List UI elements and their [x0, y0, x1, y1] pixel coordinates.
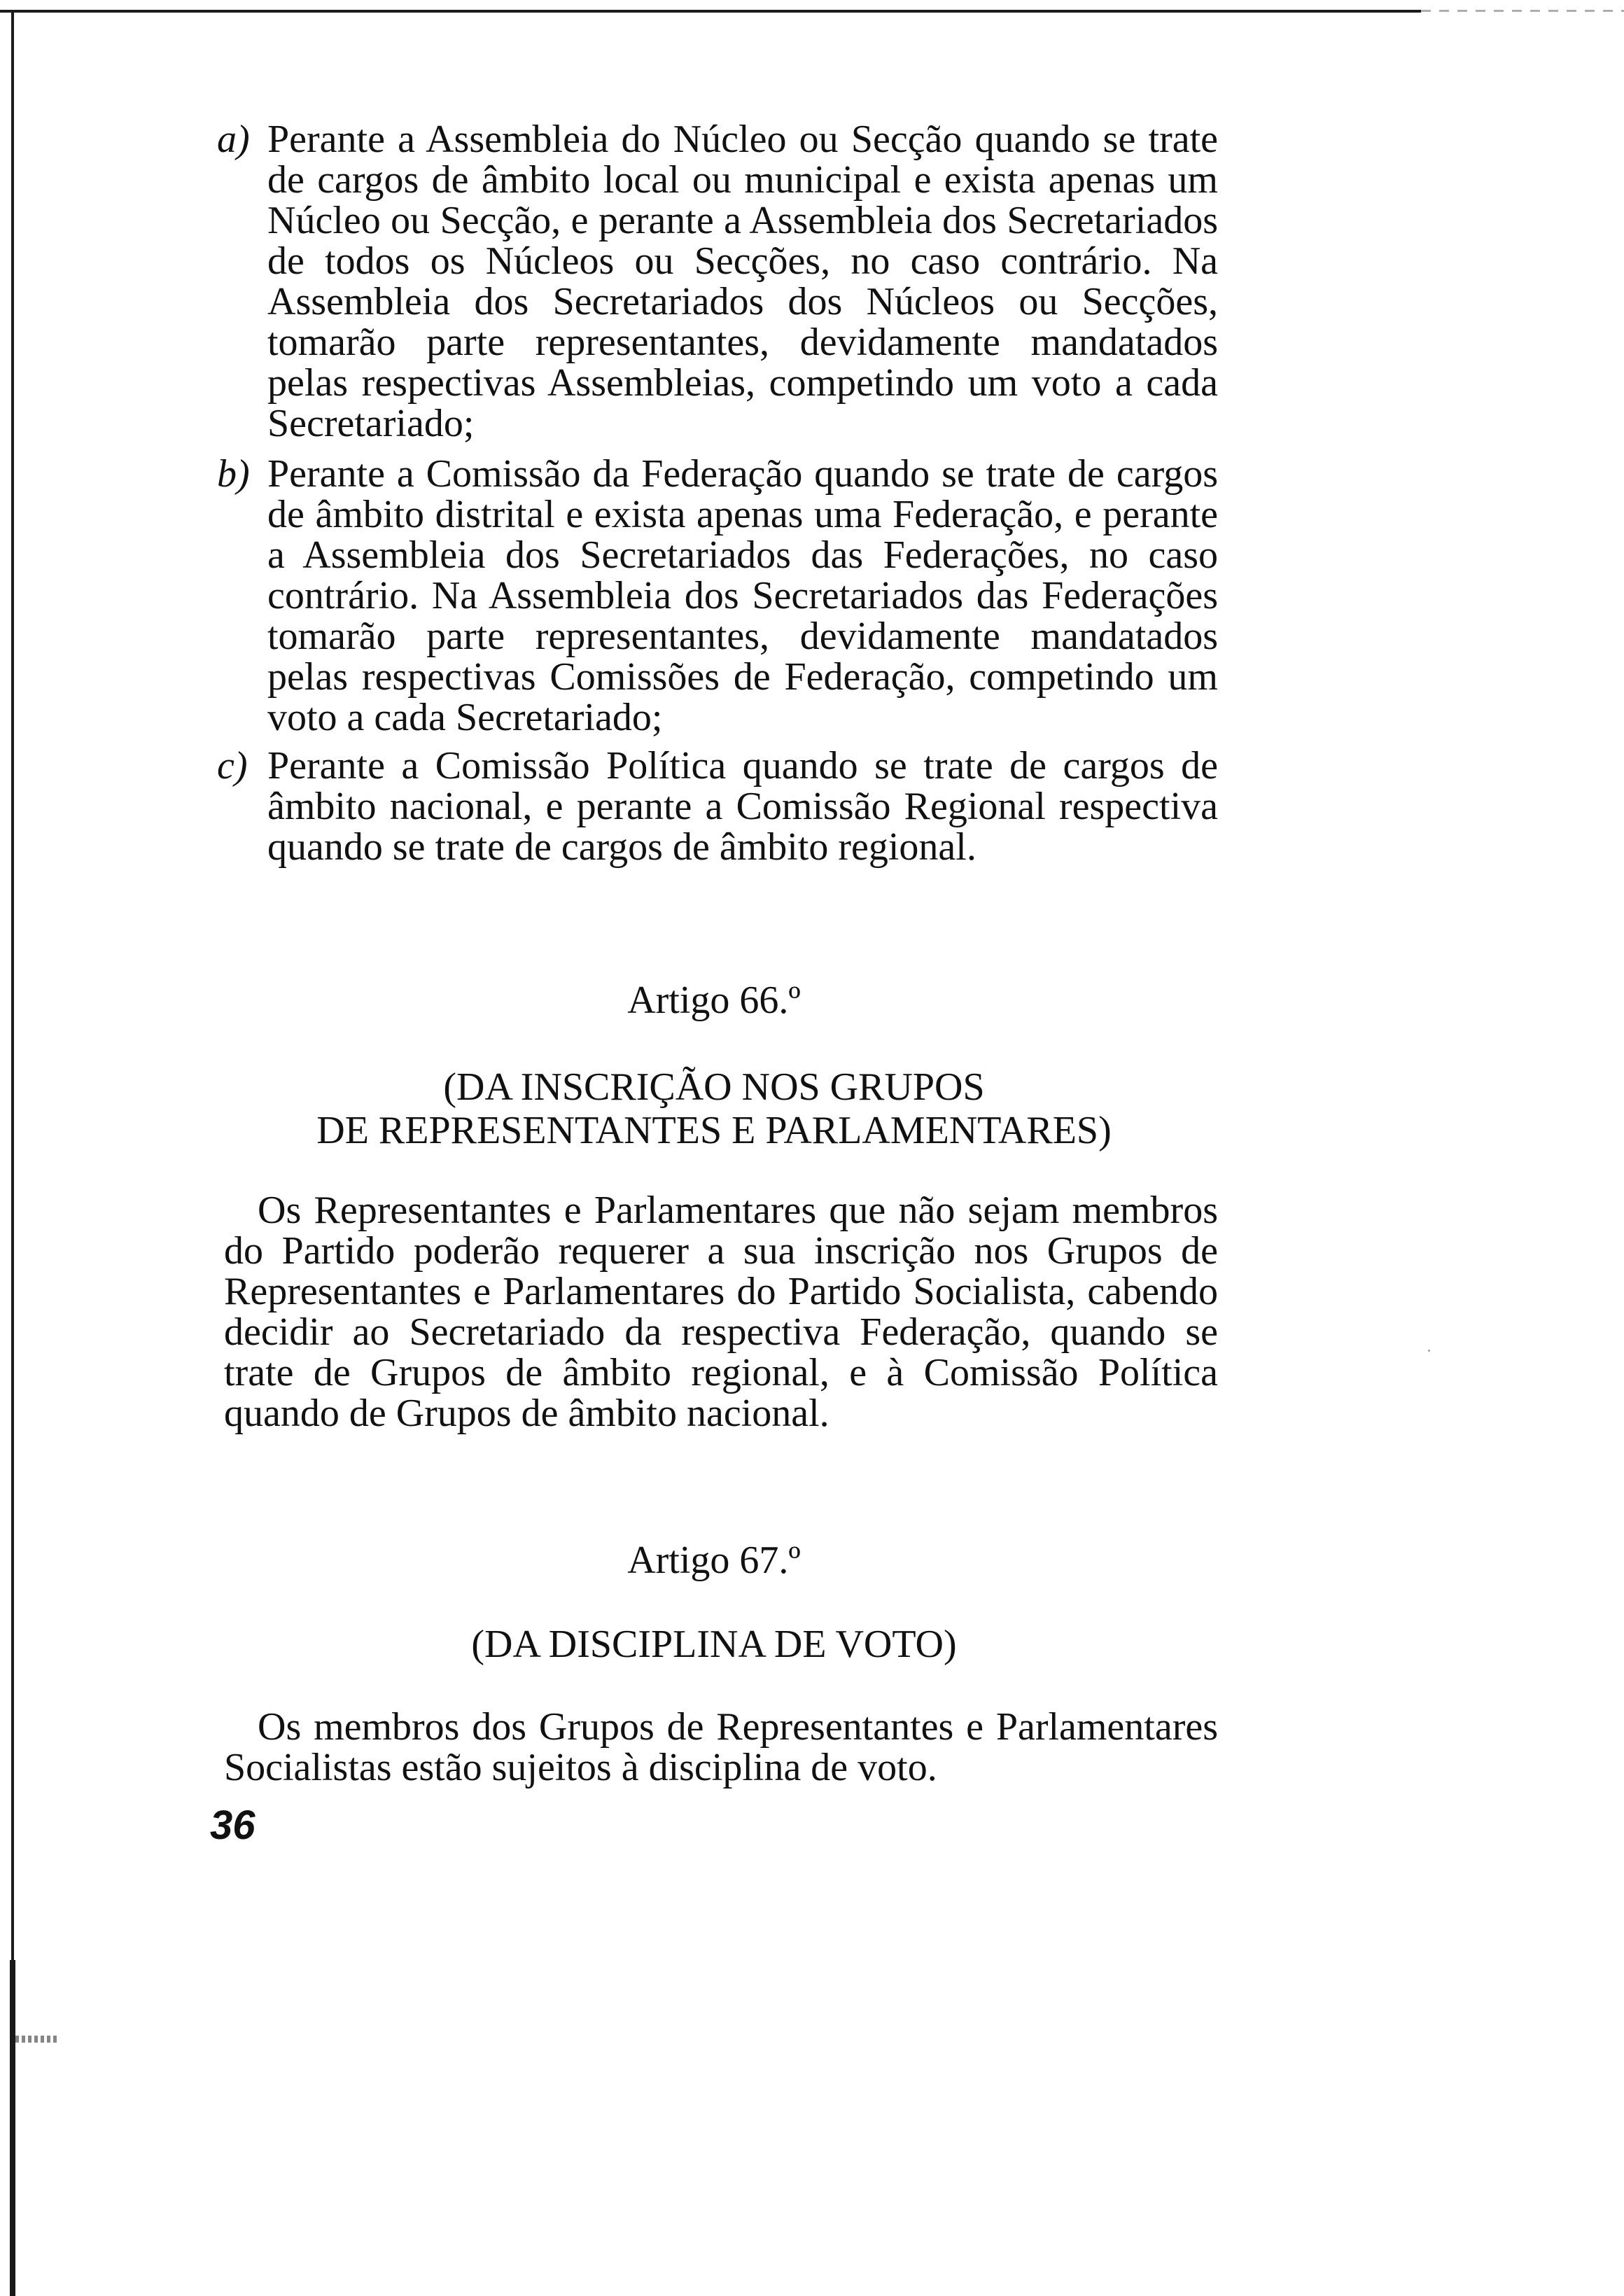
article-66-title-line2: DE REPRESENTANTES E PARLAMENTARES)	[316, 1109, 1112, 1152]
article-67-body: Os membros dos Grupos de Representantes e Parlamentares Socialistas estão sujeitos à disciplina de voto.	[224, 1705, 1218, 1789]
article-67-title: (DA DISCIPLINA DE VOTO)	[471, 1623, 957, 1666]
scan-edge-top-fade	[1421, 10, 1624, 12]
article-66-body: Os Representantes e Parlamentares que não sejam membros do Partido poderão requerer a sua inscrição nos Grupos de Representantes e Parlamentares do Partido Socialista, cabendo decidir ao Secretariado da respectiva Federação, quando se trate de Grupos de âmbito regional, e à Comissão Política quando de Grupos de âmbito nacional.	[224, 1189, 1218, 1435]
article-66-title-line1: (DA INSCRIÇÃO NOS GRUPOS	[443, 1065, 985, 1109]
list-marker-b: b)	[217, 452, 250, 496]
list-text-c: Perante a Comissão Política quando se trate de cargos de âmbito nacional, e perante a Comissão Regional respectiva quando se trate de cargos de âmbito regional.	[267, 744, 1218, 869]
scan-artifact-mark	[15, 2036, 57, 2043]
list-marker-a: a)	[217, 118, 250, 161]
list-item-c	[210, 746, 1218, 872]
scan-edge-left	[11, 10, 14, 2296]
list-item-a	[210, 119, 1218, 448]
article-66-number: Artigo 66.º	[627, 979, 801, 1022]
list-marker-c: c)	[217, 744, 248, 788]
list-text-a: Perante a Assembleia do Núcleo ou Secção quando se trate de cargos de âmbito local ou municipal e exista apenas um Núcleo ou Secção, e perante a Assembleia dos Secretariados de todos os Núcleos ou Secções, no caso contrário. Na Assembleia dos Secretariados dos Núcleos ou Secções, tomarão parte representantes, devidamente mandatados pelas respectivas Assembleias, competindo um voto a cada Secretariado;	[267, 118, 1218, 445]
scan-edge-left-thick	[10, 1960, 15, 2296]
list-text-b: Perante a Comissão da Federação quando se trate de cargos de âmbito distrital e exista apenas uma Federação, e perante a Assembleia dos Secretariados das Federações, no caso contrário. Na Assembleia dos Secretariados das Federações tomarão parte representantes, devidamente mandatados pelas respectivas Comissões de Federação, competindo um voto a cada Secretariado;	[267, 452, 1218, 739]
article-67-number: Artigo 67.º	[627, 1539, 801, 1582]
scan-edge-top	[0, 10, 1421, 13]
page-number: 36	[210, 1802, 255, 1848]
scan-artifact-dot	[1428, 1350, 1430, 1352]
list-item-b	[210, 454, 1218, 741]
